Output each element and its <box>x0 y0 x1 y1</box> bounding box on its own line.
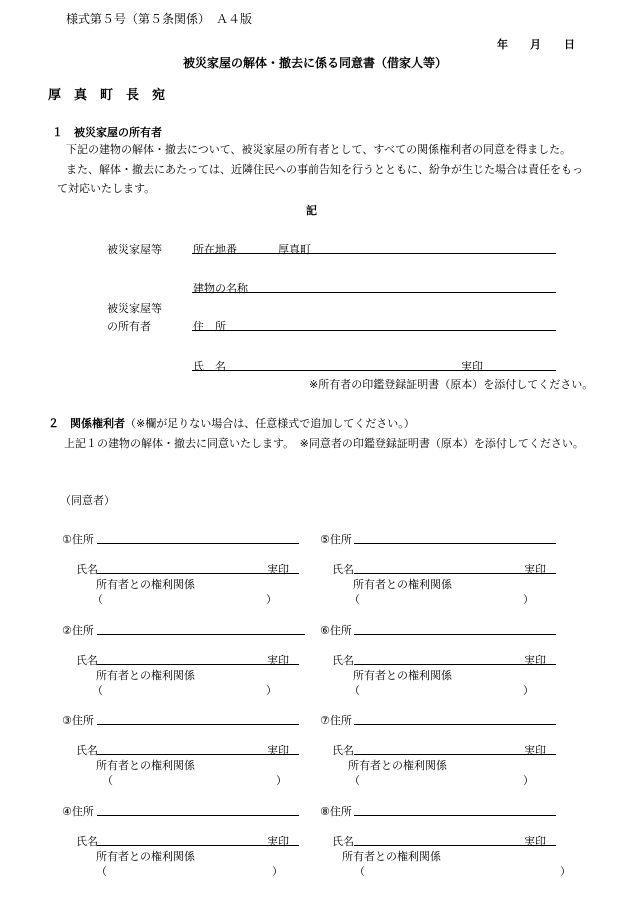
entry7-name-underline[interactable] <box>354 754 556 755</box>
section1-para2a: また、解体・撤去にあたっては、近隣住民への事前告知を行うとともに、紛争が生じた場合は責任をもっ <box>66 163 583 176</box>
entry3-paren-close: ） <box>276 774 287 787</box>
entry8-address-label: ⑧住所 <box>320 805 352 818</box>
entry1-name-underline[interactable] <box>97 573 299 574</box>
location-value: 厚真町 <box>278 243 311 256</box>
building-label: 建物の名称 <box>193 282 248 295</box>
entry4-paren-close: ） <box>272 865 283 878</box>
owner-seal: 実印 <box>461 360 483 373</box>
location-label: 所在地番 <box>193 243 237 256</box>
entry3-address-underline[interactable] <box>97 724 299 725</box>
section1-para2b: て対応いたします。 <box>57 182 156 195</box>
entry1-relation-label: 所有者との権利関係 <box>96 578 195 591</box>
entry3-relation-label: 所有者との権利関係 <box>96 759 195 772</box>
entry5-address-label: ⑤住所 <box>320 533 352 546</box>
entry6-paren-close: ） <box>523 684 534 697</box>
entry5-paren-open: （ <box>349 593 360 606</box>
entry2-name-label: 氏名 <box>76 654 98 667</box>
entry3-name-label: 氏名 <box>76 744 98 757</box>
section2-heading-note: （※欄が足りない場合は、任意様式で追加してください。） <box>125 417 415 430</box>
section2-line1: 上記１の建物の解体・撤去に同意いたします。 ※同意者の印鑑登録証明書（原本）を添付してください。 <box>64 437 584 450</box>
entry8-name-underline[interactable] <box>354 845 556 846</box>
owner-name-underline[interactable] <box>192 370 556 371</box>
entry7-paren-close: ） <box>523 774 534 787</box>
owner-label-line1: 被災家屋等 <box>107 302 162 315</box>
entry8-paren-close: ） <box>560 865 571 878</box>
entry2-relation-label: 所有者との権利関係 <box>96 669 195 682</box>
entry7-name-label: 氏名 <box>332 744 354 757</box>
entry7-relation-label: 所有者との権利関係 <box>348 759 447 772</box>
entry1-address-underline[interactable] <box>97 543 299 544</box>
entry4-name-underline[interactable] <box>97 845 299 846</box>
location-underline[interactable] <box>192 253 556 254</box>
entry4-name-label: 氏名 <box>76 835 98 848</box>
owner-address-underline[interactable] <box>192 330 556 331</box>
entry5-seal: 実印 <box>524 563 546 576</box>
entry8-seal: 実印 <box>524 835 546 848</box>
entry4-address-underline[interactable] <box>97 815 299 816</box>
entry6-seal: 実印 <box>524 654 546 667</box>
consenter-label: （同意者） <box>60 494 115 507</box>
entry4-address-label: ④住所 <box>62 805 94 818</box>
entry8-relation-label: 所有者との権利関係 <box>342 850 441 863</box>
date-day: 日 <box>564 38 575 51</box>
entry5-paren-close: ） <box>523 593 534 606</box>
section1-heading: １ 被災家屋の所有者 <box>52 126 162 139</box>
entry5-name-label: 氏名 <box>332 563 354 576</box>
house-label: 被災家屋等 <box>107 243 162 256</box>
entry6-name-label: 氏名 <box>332 654 354 667</box>
entry1-seal: 実印 <box>267 563 289 576</box>
owner-note: ※所有者の印鑑登録証明書（原本）を添付してください。 <box>309 378 594 391</box>
date-month: 月 <box>530 38 541 51</box>
document-title: 被災家屋の解体・撤去に係る同意書（借家人等） <box>182 56 447 70</box>
entry2-seal: 実印 <box>267 654 289 667</box>
owner-address-label: 住 所 <box>193 320 226 333</box>
entry5-relation-label: 所有者との権利関係 <box>353 578 452 591</box>
date-year: 年 <box>497 38 508 51</box>
entry6-paren-open: （ <box>349 684 360 697</box>
entry3-seal: 実印 <box>267 744 289 757</box>
entry2-address-label: ②住所 <box>62 624 94 637</box>
entry3-address-label: ③住所 <box>62 714 94 727</box>
section2-heading: ２ 関係権利者 <box>48 417 125 430</box>
entry1-paren-open: （ <box>92 593 103 606</box>
entry2-address-underline[interactable] <box>97 634 305 635</box>
entry7-address-label: ⑦住所 <box>320 714 352 727</box>
entry5-address-underline[interactable] <box>354 543 556 544</box>
form-id: 様式第５号（第５条関係） Ａ４版 <box>66 12 253 26</box>
entry3-name-underline[interactable] <box>97 754 299 755</box>
owner-name-label: 氏 名 <box>193 360 226 373</box>
entry6-address-underline[interactable] <box>354 634 556 635</box>
owner-label-line2: の所有者 <box>107 320 151 333</box>
entry8-paren-open: （ <box>354 865 365 878</box>
entry2-name-underline[interactable] <box>97 664 299 665</box>
entry7-address-underline[interactable] <box>354 724 556 725</box>
building-underline[interactable] <box>192 292 556 293</box>
entry6-relation-label: 所有者との権利関係 <box>353 669 452 682</box>
entry2-paren-close: ） <box>266 684 277 697</box>
addressee: 厚 真 町 長 宛 <box>48 88 166 103</box>
entry6-address-label: ⑥住所 <box>320 624 352 637</box>
entry6-name-underline[interactable] <box>354 664 556 665</box>
entry2-paren-open: （ <box>92 684 103 697</box>
entry7-paren-open: （ <box>349 774 360 787</box>
entry8-name-label: 氏名 <box>332 835 354 848</box>
entry1-address-label: ①住所 <box>62 533 94 546</box>
entry1-name-label: 氏名 <box>76 563 98 576</box>
ki-label: 記 <box>306 204 317 217</box>
entry4-paren-open: （ <box>96 865 107 878</box>
entry1-paren-close: ） <box>266 593 277 606</box>
section2-heading-row <box>48 415 415 431</box>
section1-para1: 下記の建物の解体・撤去について、被災家屋の所有者として、すべての関係権利者の同意を得ました。 <box>66 143 572 156</box>
entry7-seal: 実印 <box>524 744 546 757</box>
entry3-paren-open: （ <box>102 774 113 787</box>
entry8-address-underline[interactable] <box>354 815 556 816</box>
entry5-name-underline[interactable] <box>354 573 556 574</box>
entry4-relation-label: 所有者との権利関係 <box>96 850 195 863</box>
entry4-seal: 実印 <box>267 835 289 848</box>
